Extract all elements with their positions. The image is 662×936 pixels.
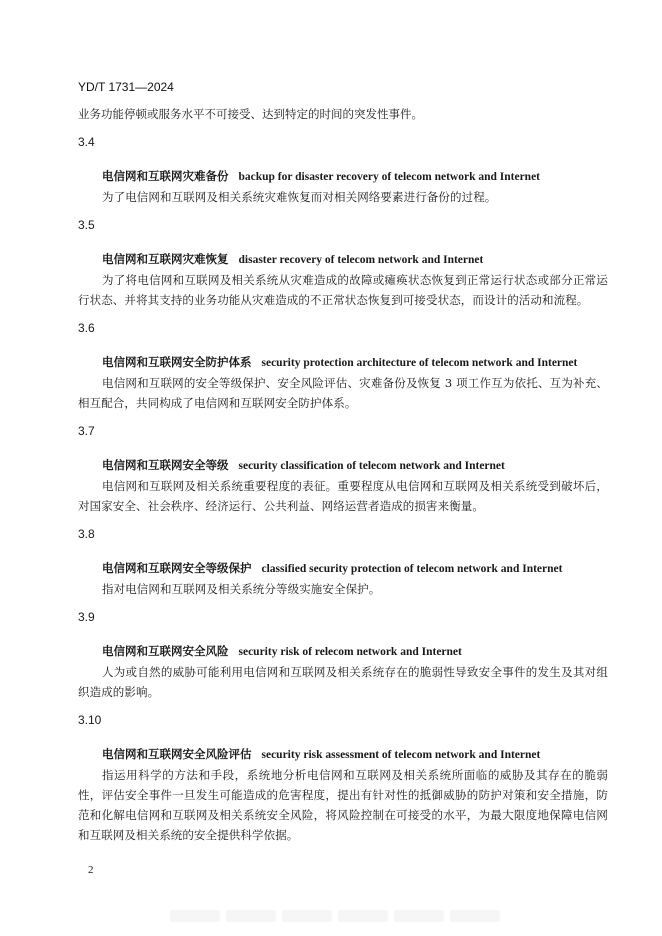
term-english: disaster recovery of telecom network and Internet (238, 254, 484, 266)
clause-number: 3.9 (78, 610, 95, 624)
term-definition: 指对电信网和互联网及相关系统分等级实施安全保护。 (102, 582, 381, 596)
term-heading (78, 744, 608, 765)
clause-number: 3.7 (78, 424, 95, 438)
term-chinese: 电信网和互联网安全风险评估 (102, 747, 252, 761)
term-english: security classification of telecom network and Internet (238, 460, 505, 472)
term-definition: 为了将电信网和互联网及相关系统从灾难造成的故障或瘫痪状态恢复到正常运行状态或部分正常运行状态、并将其支持的业务功能从灾难造成的不正常状态恢复到可接受状态，而设计的活动和流程。 (78, 273, 608, 307)
clause-3-4 (78, 132, 608, 207)
clause-3-5 (78, 215, 608, 310)
term-chinese: 电信网和互联网安全风险 (102, 644, 229, 658)
term-chinese: 电信网和互联网安全等级保护 (102, 561, 252, 575)
term-definition: 为了电信网和互联网及相关系统灾难恢复而对相关网络要素进行备份的过程。 (102, 190, 497, 204)
clause-number: 3.8 (78, 527, 95, 541)
term-heading (78, 558, 608, 579)
clause-3-6 (78, 318, 608, 413)
faint-watermark (170, 910, 500, 922)
clause-3-8 (78, 524, 608, 599)
clause-number: 3.4 (78, 135, 95, 149)
term-english: security risk of relecom network and Internet (238, 646, 462, 658)
clause-3-7 (78, 421, 608, 516)
term-english: classified security protection of telecom network and Internet (261, 563, 563, 575)
continued-definition: 业务功能停顿或服务水平不可接受、达到特定的时间的突发性事件。 (78, 107, 423, 121)
term-heading (78, 249, 608, 270)
term-english: security risk assessment of telecom network and Internet (261, 749, 541, 761)
term-heading (78, 166, 608, 187)
term-heading (78, 455, 608, 476)
clause-3-10 (78, 710, 608, 845)
term-chinese: 电信网和互联网安全防护体系 (102, 355, 252, 369)
term-definition: 电信网和互联网及相关系统重要程度的表征。重要程度从电信网和互联网及相关系统受到破坏后，对国家安全、社会秩序、经济运行、公共利益、网络运营者造成的损害来衡量。 (78, 479, 608, 513)
term-heading (78, 641, 608, 662)
term-heading (78, 352, 608, 373)
document-code: YD/T 1731—2024 (78, 80, 174, 94)
term-english: security protection architecture of telecom network and Internet (261, 357, 578, 369)
term-chinese: 电信网和互联网灾难恢复 (102, 252, 229, 266)
clause-number: 3.10 (78, 713, 102, 727)
term-chinese: 电信网和互联网安全等级 (102, 458, 229, 472)
clause-number: 3.5 (78, 218, 95, 232)
term-definition: 指运用科学的方法和手段，系统地分析电信网和互联网及相关系统所面临的威胁及其存在的脆弱性，评估安全事件一旦发生可能造成的危害程度，提出有针对性的抵御威胁的防护对策和安全措施，防范和化解电信网和互联网及相关系统安全风险，将风险控制在可接受的水平，为最大限度地保障电信网和互联网及相关系统的安全提供科学依据。 (78, 768, 608, 842)
document-body (78, 104, 608, 845)
clause-3-9 (78, 607, 608, 702)
term-definition: 人为或自然的威胁可能利用电信网和互联网及相关系统存在的脆弱性导致安全事件的发生及其对组织造成的影响。 (78, 665, 608, 699)
term-chinese: 电信网和互联网灾难备份 (102, 169, 229, 183)
term-english: backup for disaster recovery of telecom network and Internet (238, 171, 541, 183)
page-number: 2 (88, 864, 94, 876)
clause-number: 3.6 (78, 321, 95, 335)
term-definition: 电信网和互联网的安全等级保护、安全风险评估、灾难备份及恢复 3 项工作互为依托、互为补充、相互配合，共同构成了电信网和互联网安全防护体系。 (78, 376, 608, 410)
